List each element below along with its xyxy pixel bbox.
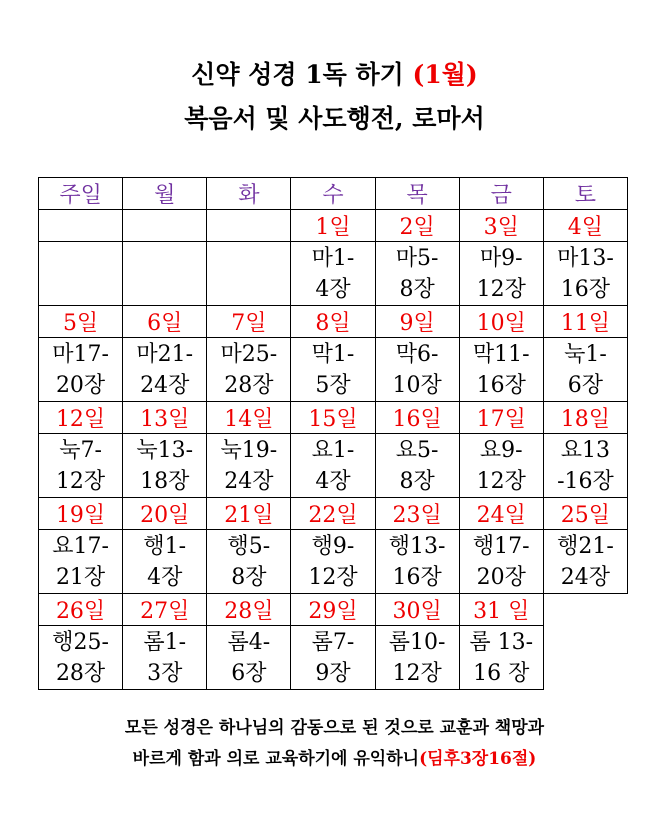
reading-row — [39, 338, 628, 402]
weekday-header-row — [39, 178, 628, 210]
reading-cell — [543, 530, 627, 594]
reading-line: 6장 — [567, 372, 604, 398]
reading-line: 5장 — [315, 372, 351, 398]
reading-cell — [291, 242, 375, 306]
reading-cell — [291, 530, 375, 594]
weekday-tuesday: 화 — [207, 178, 291, 210]
reading-line: 롬7- — [311, 629, 355, 655]
reading-cell — [291, 434, 375, 498]
date-cell: 6일 — [123, 306, 207, 338]
reading-line: 8장 — [399, 276, 435, 302]
reading-cell — [291, 338, 375, 402]
date-cell: 24일 — [459, 498, 543, 530]
reading-line: 9장 — [315, 660, 351, 686]
reading-line: 8장 — [231, 564, 267, 590]
date-row — [39, 210, 628, 242]
reading-line: 마25- — [220, 341, 278, 367]
date-cell: 16일 — [375, 402, 459, 434]
date-cell: 2일 — [375, 210, 459, 242]
reading-line: 12장 — [55, 468, 106, 494]
reading-line: 요9- — [479, 437, 523, 463]
reading-line: 28장 — [55, 660, 106, 686]
weekday-friday: 금 — [459, 178, 543, 210]
date-cell: 25일 — [543, 498, 627, 530]
reading-line: 막1- — [311, 341, 355, 367]
reading-line: 16장 — [560, 276, 611, 302]
reading-line: 마17- — [52, 341, 109, 367]
reading-line: 16장 — [476, 372, 526, 398]
reading-line: 4장 — [315, 276, 351, 302]
date-cell: 5일 — [39, 306, 123, 338]
reading-line: 행25- — [52, 629, 109, 655]
verse-line-1: 모든 성경은 하나님의 감동으로 된 것으로 교훈과 책망과 — [124, 718, 545, 738]
reading-cell — [123, 626, 207, 690]
weekday-saturday: 토 — [543, 178, 627, 210]
reading-cell — [459, 434, 543, 498]
reading-line: 행9- — [311, 533, 355, 559]
weekday-wednesday: 수 — [291, 178, 375, 210]
reading-line: 10장 — [392, 372, 442, 398]
reading-line: 18장 — [140, 468, 190, 494]
reading-line: 12장 — [476, 276, 526, 302]
date-cell: 19일 — [39, 498, 123, 530]
empty-cell — [543, 594, 627, 626]
weekday-monday: 월 — [123, 178, 207, 210]
reading-line: 16 장 — [473, 660, 530, 686]
reading-row — [39, 530, 628, 594]
reading-line: 20장 — [55, 372, 106, 398]
reading-line: 롬10- — [388, 629, 446, 655]
reading-line: 요5- — [395, 437, 439, 463]
reading-cell — [459, 626, 543, 690]
date-row — [39, 402, 628, 434]
date-cell: 14일 — [207, 402, 291, 434]
reading-line: 20장 — [476, 564, 526, 590]
verse-line-2 — [0, 748, 669, 770]
reading-line: 마21- — [136, 341, 194, 367]
reading-cell — [375, 530, 459, 594]
reading-cell — [123, 338, 207, 402]
reading-line: 요1- — [311, 437, 355, 463]
reading-line: 3장 — [147, 660, 183, 686]
reading-cell — [39, 530, 123, 594]
date-cell: 21일 — [207, 498, 291, 530]
reading-cell — [207, 338, 291, 402]
date-cell: 20일 — [123, 498, 207, 530]
reading-line: 롬4- — [227, 629, 271, 655]
reading-line: 12장 — [476, 468, 526, 494]
reading-cell — [207, 434, 291, 498]
reading-line: 롬1- — [143, 629, 187, 655]
date-cell: 12일 — [39, 402, 123, 434]
reading-cell — [459, 338, 543, 402]
verse-text: 바르게 함과 의로 교육하기에 유익하니 — [132, 749, 420, 769]
reading-line: 행13- — [388, 533, 446, 559]
date-cell: 27일 — [123, 594, 207, 626]
date-row — [39, 306, 628, 338]
reading-row — [39, 626, 628, 690]
reading-line: 마13- — [557, 245, 614, 271]
reading-row — [39, 434, 628, 498]
reading-cell — [39, 626, 123, 690]
date-cell: 8일 — [291, 306, 375, 338]
reading-line: 눅1- — [564, 341, 607, 367]
date-cell — [123, 210, 207, 242]
date-cell: 26일 — [39, 594, 123, 626]
reading-line: 요17- — [52, 533, 109, 559]
reading-line: 12장 — [392, 660, 442, 686]
date-row — [39, 498, 628, 530]
reading-line: 12장 — [308, 564, 358, 590]
title-text: 신약 성경 1독 하기 — [191, 60, 413, 89]
reading-cell — [291, 626, 375, 690]
reading-cell — [375, 434, 459, 498]
reading-line: 막6- — [395, 341, 439, 367]
date-cell: 9일 — [375, 306, 459, 338]
reading-line: 행5- — [227, 533, 271, 559]
date-cell: 3일 — [459, 210, 543, 242]
date-row — [39, 594, 628, 626]
reading-cell — [39, 338, 123, 402]
reading-line: 행1- — [143, 533, 187, 559]
reading-line: 8장 — [399, 468, 435, 494]
date-cell: 23일 — [375, 498, 459, 530]
reading-line: 24장 — [560, 564, 611, 590]
reading-cell — [375, 242, 459, 306]
date-cell — [39, 210, 123, 242]
date-cell: 28일 — [207, 594, 291, 626]
reading-cell — [39, 434, 123, 498]
reading-cell — [207, 626, 291, 690]
date-cell: 29일 — [291, 594, 375, 626]
reading-cell — [543, 242, 627, 306]
reading-cell — [123, 434, 207, 498]
reading-row — [39, 242, 628, 306]
date-cell: 1일 — [291, 210, 375, 242]
reading-cell — [123, 530, 207, 594]
reading-line: 행17- — [472, 533, 530, 559]
empty-cell — [543, 626, 627, 690]
date-cell: 7일 — [207, 306, 291, 338]
reading-line: 4장 — [315, 468, 351, 494]
reading-line: 눅7- — [59, 437, 102, 463]
reading-line: 4장 — [147, 564, 183, 590]
date-cell: 11일 — [543, 306, 627, 338]
verse-reference: (딤후3장16절) — [419, 749, 537, 769]
page-subtitle: 복음서 및 사도행전, 로마서 — [184, 104, 485, 133]
reading-cell — [543, 434, 627, 498]
date-cell: 10일 — [459, 306, 543, 338]
reading-line: 24장 — [224, 468, 274, 494]
reading-cell — [543, 338, 627, 402]
reading-line: 롬 13- — [469, 629, 534, 655]
weekday-thursday: 목 — [375, 178, 459, 210]
reading-line: 28장 — [224, 372, 274, 398]
date-cell: 18일 — [543, 402, 627, 434]
reading-line: 요13 — [560, 437, 611, 463]
page-title — [0, 60, 669, 90]
weekday-sunday: 주일 — [39, 178, 123, 210]
reading-line: -16장 — [557, 468, 614, 494]
reading-line: 마9- — [479, 245, 523, 271]
date-cell: 22일 — [291, 498, 375, 530]
reading-cell — [123, 242, 207, 306]
reading-cell — [207, 530, 291, 594]
reading-line: 16장 — [392, 564, 442, 590]
calendar-body — [39, 210, 628, 690]
date-cell: 15일 — [291, 402, 375, 434]
reading-line: 마1- — [311, 245, 355, 271]
date-cell: 31 일 — [459, 594, 543, 626]
reading-line: 24장 — [140, 372, 190, 398]
reading-line: 6장 — [231, 660, 267, 686]
date-cell: 30일 — [375, 594, 459, 626]
reading-calendar — [38, 177, 628, 690]
reading-cell — [459, 530, 543, 594]
reading-cell — [375, 626, 459, 690]
reading-cell — [207, 242, 291, 306]
date-cell: 17일 — [459, 402, 543, 434]
reading-cell — [375, 338, 459, 402]
reading-line: 마5- — [395, 245, 439, 271]
reading-line: 행21- — [557, 533, 614, 559]
reading-line: 눅13- — [136, 437, 194, 463]
date-cell: 4일 — [543, 210, 627, 242]
reading-line: 21장 — [55, 564, 106, 590]
reading-cell — [459, 242, 543, 306]
reading-cell — [39, 242, 123, 306]
date-cell: 13일 — [123, 402, 207, 434]
reading-line: 눅19- — [220, 437, 278, 463]
date-cell — [207, 210, 291, 242]
title-month: (1월) — [412, 60, 478, 89]
reading-line: 막11- — [472, 341, 530, 367]
